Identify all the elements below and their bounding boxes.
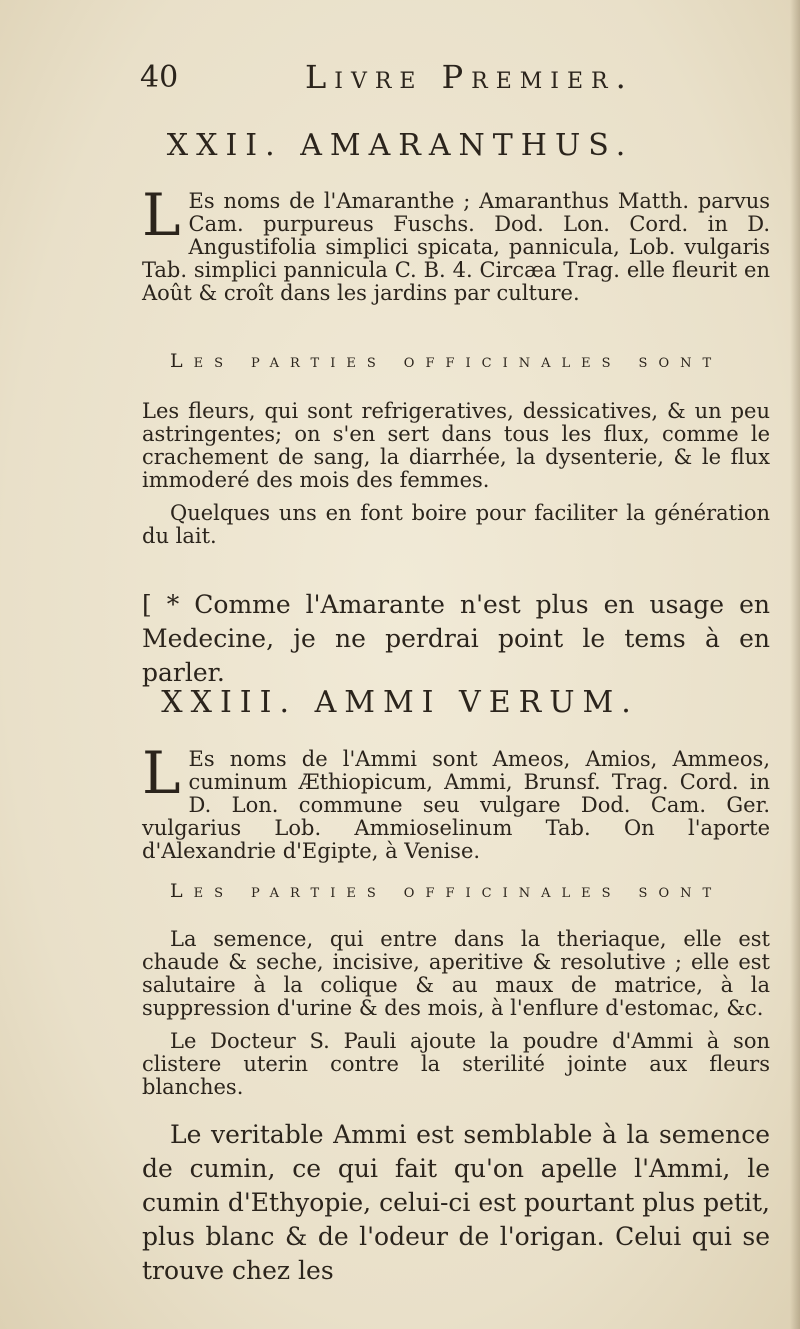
subheading-parties-officinales: Les parties officinales sont	[170, 880, 723, 902]
section-title-ammi-verum: XXIII. AMMI VERUM.	[161, 685, 639, 720]
section-title-amaranthus: XXII. AMARANTHUS.	[166, 128, 634, 163]
section-intro-ammi	[142, 739, 770, 863]
page-edge	[790, 0, 800, 1329]
body-paragraph: Quelques uns en font boire pour faciliter la génération du lait.	[142, 501, 770, 548]
subheading-parties-officinales: Les parties officinales sont	[170, 350, 723, 372]
intro-text: Es noms de l'Amaranthe ; Amaranthus Matth. parvus Cam. purpureus Fuschs. Dod. Lon. Cord. in D. Angustifolia simplici spicata, pannicula, Lob. vulgaris Tab. simplici pannicula C. B. 4. Circæa Trag. elle fleurit en Août & croît dans les jardins par culture.	[142, 189, 770, 305]
running-header	[0, 58, 800, 98]
body-paragraph: La semence, qui entre dans la theriaque, elle est chaude & seche, incisive, aperitive & resolutive ; elle est salutaire à la colique & au maux de matrice, à la suppression d'urine & des mois, à l'enflure d'estomac, &c.	[142, 927, 770, 1020]
editor-note: [ * Comme l'Amarante n'est plus en usage en Medecine, je ne perdrai point le tems à en parler.	[142, 590, 770, 687]
body-paragraph: Le Docteur S. Pauli ajoute la poudre d'Ammi à son clistere uterin contre la sterilité jointe aux fleurs blanches.	[142, 1029, 770, 1099]
section-intro-amaranthus	[142, 181, 770, 305]
intro-text: Es noms de l'Ammi sont Ameos, Amios, Ammeos, cuminum Æthiopicum, Ammi, Brunsf. Trag. Cord. in D. Lon. commune seu vulgare Dod. Cam. Ger. vulgarius Lob. Ammioselinum Tab. On l'aporte d'Alexandrie d'Egipte, à Venise.	[142, 747, 770, 863]
running-title: Livre Premier.	[305, 58, 634, 96]
body-paragraph-large: Le veritable Ammi est semblable à la semence de cumin, ce qui fait qu'on apelle l'Ammi, le cumin d'Ethyopie, celui-ci est pourtant plus petit, plus blanc & de l'odeur de l'origan. Celui qui se trouve chez les	[142, 1120, 770, 1285]
page-number: 40	[140, 60, 179, 95]
body-paragraph: Les fleurs, qui sont refrigeratives, dessicatives, & un peu astringentes; on s'en sert dans tous les flux, comme le crachement de sang, la diarrhée, la dysenterie, & le flux immoderé des mois des femmes.	[142, 399, 770, 492]
drop-cap: L	[142, 181, 181, 249]
drop-cap: L	[142, 739, 181, 807]
